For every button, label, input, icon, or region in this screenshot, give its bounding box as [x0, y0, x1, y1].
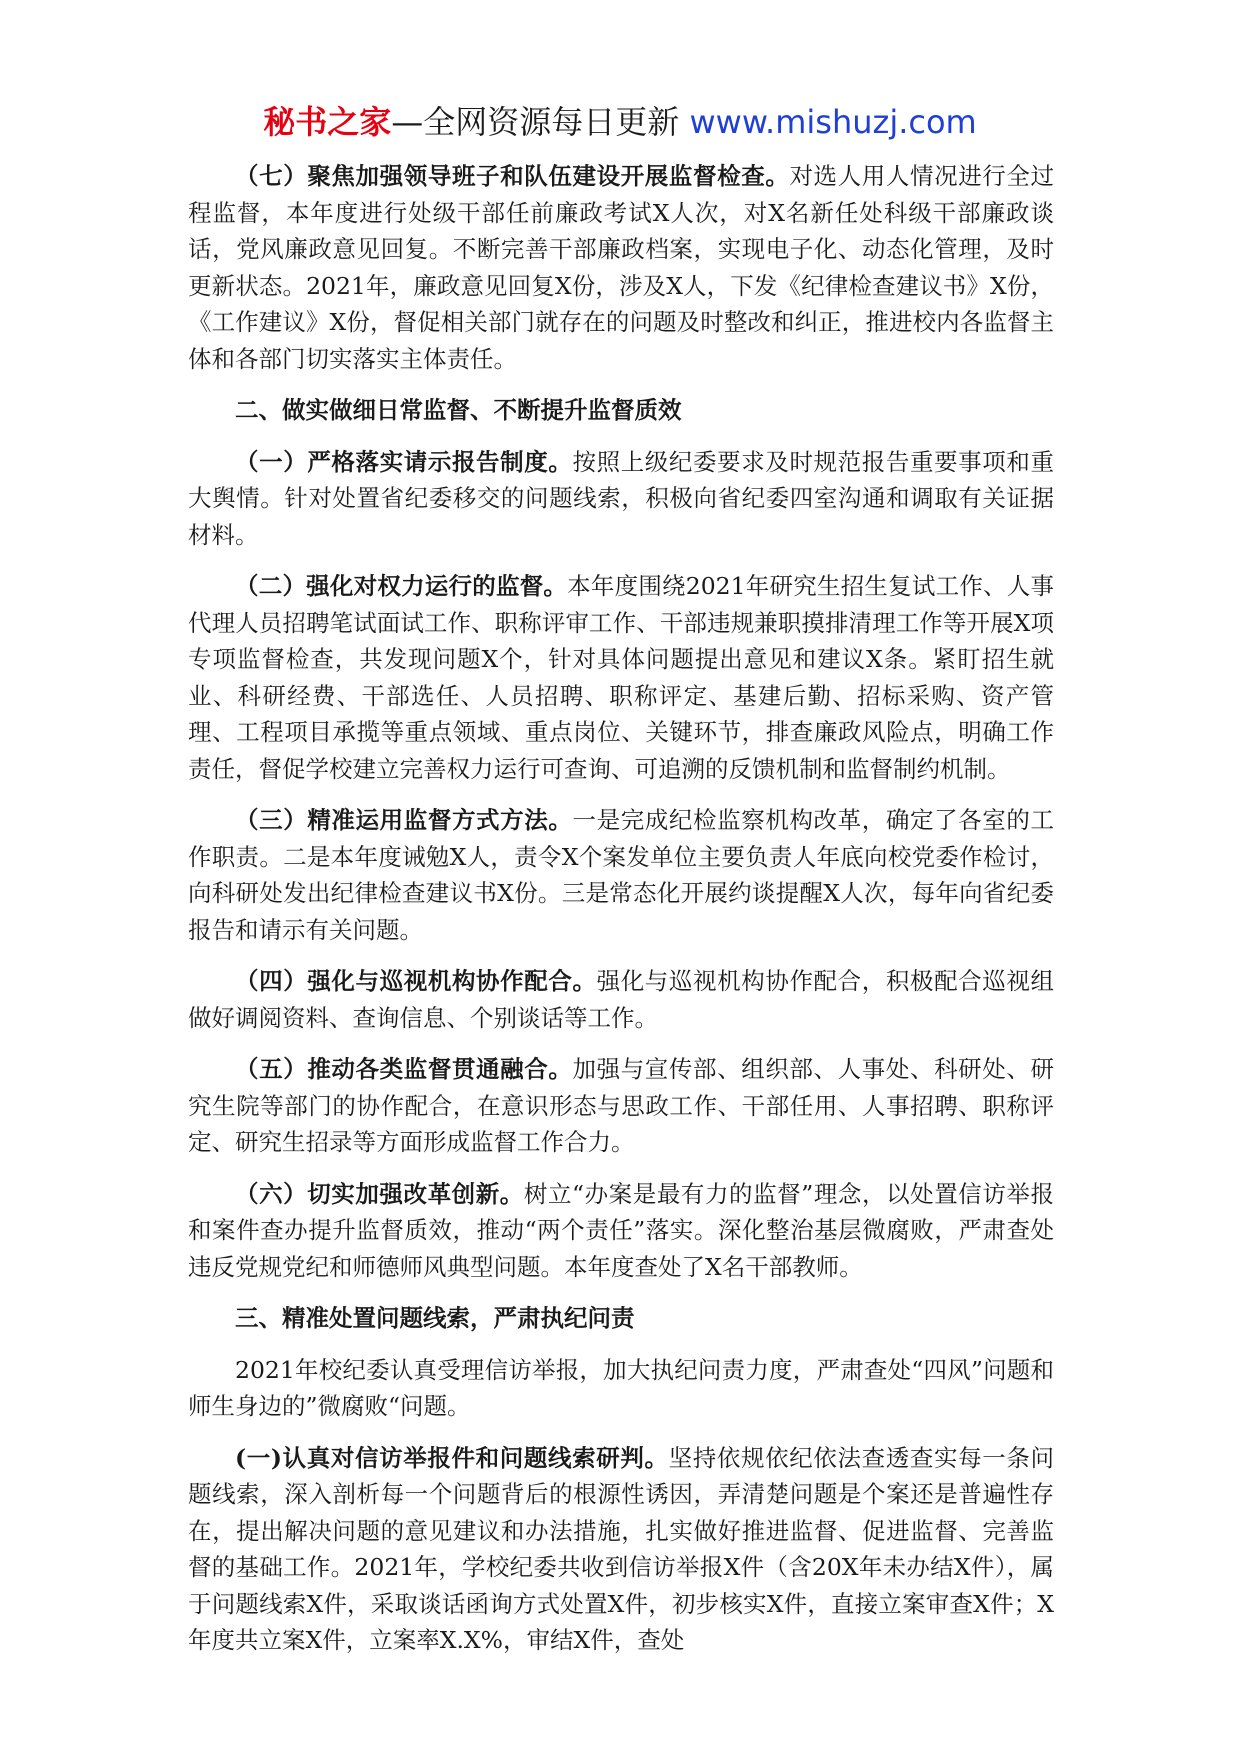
site-slogan: —全网资源每日更新 [391, 103, 690, 141]
paragraph-text: 本年度围绕2021年研究生招生复试工作、人事代理人员招聘笔试面试工作、职称评审工作、干部违规兼职摸排清理工作等开展X项专项监督检查，共发现问题X个，针对具体问题提出意见和建议X条。紧盯招生就业、科研经费、干部选任、人员招聘、职称评定、基建后勤、招标采购、资产管理、工程项目承揽等重点领域、重点岗位、关键环节，排查廉政风险点，明确工作责任，督促学校建立完善权力运行可查询、可追溯的反馈机制和监督制约机制。 [188, 572, 1055, 783]
paragraph-2-power-supervision [188, 568, 1054, 787]
paragraph-lead: (一)认真对信访举报件和问题线索研判。 [235, 1443, 669, 1472]
paragraph-text: 坚持依规依纪依法查透查实每一条问题线索，深入剖析每一个问题背后的根源性诱因，弄清楚问题是个案还是普遍性存在，提出解决问题的意见建议和办法措施，扎实做好推进监督、促进监督、完善监督的基础工作。2021年，学校纪委共收到信访举报X件（含20X年未办结X件），属于问题线索X件，采取谈话函询方式处置X件，初步核实X件，直接立案审查X件；X年度共立案X件，立案率X.X%，审结X件，查处 [188, 1443, 1054, 1654]
paragraph-lead: （六）切实加强改革创新。 [235, 1179, 524, 1208]
site-header [0, 100, 1240, 144]
paragraph-4-inspection [188, 963, 1054, 1036]
paragraph-6-reform [188, 1176, 1054, 1286]
paragraph-lead: （五）推动各类监督贯通融合。 [235, 1055, 573, 1083]
paragraph-text: 按照上级纪委要求及时规范报告重要事项和重大舆情。针对处置省纪委移交的问题线索，积极向省纪委四室沟通和调取有关证据材料。 [188, 447, 1054, 549]
paragraph-text: 对选人用人情况进行全过程监督，本年度进行处级干部任前廉政考试X人次，对X名新任处科级干部廉政谈话，党风廉政意见回复。不断完善干部廉政档案，实现电子化、动态化管理，及时更新状态。2021年，廉政意见回复X份，涉及X人，下发《纪律检查建议书》X份，《工作建议》X份，督促相关部门就存在的问题及时整改和纠正，推进校内各监督主体和各部门切实落实主体责任。 [188, 162, 1055, 373]
section-heading-2: 二、做实做细日常监督、不断提升监督质效 [235, 396, 682, 424]
paragraph-intro-2021 [188, 1352, 1054, 1425]
section-heading-3: 三、精准处置问题线索，严肃执纪问责 [235, 1304, 635, 1332]
paragraph-lead: （三）精准运用监督方式方法。 [235, 806, 573, 834]
paragraph-7-leadership [188, 158, 1054, 377]
paragraph-text: 强化与巡视机构协作配合，积极配合巡视组做好调阅资料、查询信息、个别谈话等工作。 [188, 967, 1055, 1032]
paragraph-lead: （二）强化对权力运行的监督。 [235, 572, 568, 600]
paragraph-1-reporting [188, 444, 1054, 554]
paragraph-3-methods [188, 802, 1054, 948]
site-url[interactable]: www.mishuzj.com [689, 103, 977, 141]
site-brand: 秘书之家 [263, 103, 392, 141]
document-body [188, 158, 1054, 1674]
paragraph-1-clue-analysis [188, 1440, 1054, 1659]
paragraph-5-integration [188, 1051, 1054, 1161]
paragraph-text: 加强与宣传部、组织部、人事处、科研处、研究生院等部门的协作配合，在意识形态与思政工作、干部任用、人事招聘、职称评定、研究生招录等方面形成监督工作合力。 [188, 1055, 1054, 1156]
paragraph-lead: （一）严格落实请示报告制度。 [235, 447, 573, 476]
paragraph-text: 2021年校纪委认真受理信访举报，加大执纪问责力度，严肃查处“四风”问题和师生身边的”微腐败“问题。 [188, 1355, 1054, 1420]
paragraph-lead: （四）强化与巡视机构协作配合。 [235, 967, 597, 995]
paragraph-text: 一是完成纪检监察机构改革，确定了各室的工作职责。二是本年度诫勉X人，责令X个案发单位主要负责人年底向校党委作检讨，向科研处发出纪律检查建议书X份。三是常态化开展约谈提醒X人次，每年向省纪委报告和请示有关问题。 [188, 806, 1054, 944]
paragraph-lead: （七）聚焦加强领导班子和队伍建设开展监督检查。 [235, 162, 790, 190]
paragraph-text: 树立“办案是最有力的监督”理念，以处置信访举报和案件查办提升监督质效，推动“两个责任”落实。深化整治基层微腐败，严肃查处违反党规党纪和师德师风典型问题。本年度查处了X名干部教师。 [188, 1179, 1054, 1281]
